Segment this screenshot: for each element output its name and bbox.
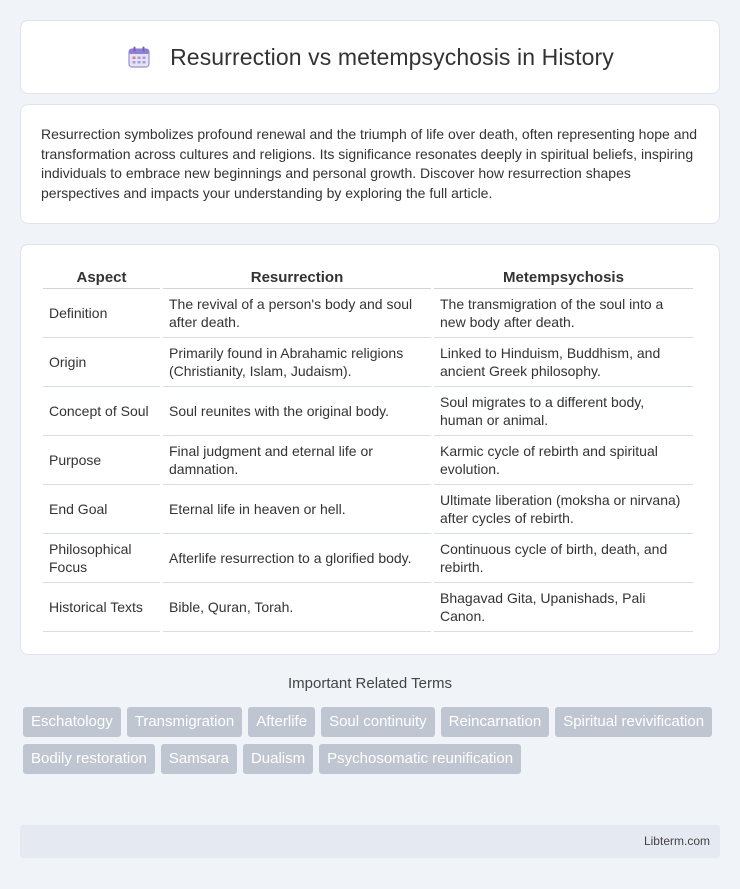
metempsychosis-cell: The transmigration of the soul into a new body after death. (434, 289, 693, 338)
comparison-table-card (20, 244, 720, 655)
resurrection-cell: Final judgment and eternal life or damnation. (163, 436, 431, 485)
aspect-cell: Purpose (43, 436, 160, 485)
table-row (43, 289, 693, 338)
column-header-aspect: Aspect (43, 267, 160, 289)
table-row (43, 583, 693, 632)
intro-text: Resurrection symbolizes profound renewal and the triumph of life over death, often representing hope and transformation across cultures and religions. Its significance resonates deeply in spiritual beliefs, inspiring individuals to embrace new beginnings and personal growth. Discover how resurrection shapes perspectives and impacts your understanding by exploring the full article. (41, 126, 698, 201)
related-term-tag[interactable]: Transmigration (127, 707, 242, 737)
metempsychosis-cell: Bhagavad Gita, Upanishads, Pali Canon. (434, 583, 693, 632)
related-term-tag[interactable]: Spiritual revivification (555, 707, 712, 737)
footer (20, 825, 720, 858)
metempsychosis-cell: Ultimate liberation (moksha or nirvana) after cycles of rebirth. (434, 485, 693, 534)
table-header-row (43, 267, 693, 289)
related-term-tag[interactable]: Reincarnation (441, 707, 550, 737)
column-header-metempsychosis: Metempsychosis (434, 267, 693, 289)
resurrection-cell: The revival of a person's body and soul after death. (163, 289, 431, 338)
aspect-cell: End Goal (43, 485, 160, 534)
aspect-cell: Origin (43, 338, 160, 387)
resurrection-cell: Bible, Quran, Torah. (163, 583, 431, 632)
metempsychosis-cell: Continuous cycle of birth, death, and rebirth. (434, 534, 693, 583)
table-row (43, 338, 693, 387)
related-term-tag[interactable]: Psychosomatic reunification (319, 744, 521, 774)
related-term-tag[interactable]: Bodily restoration (23, 744, 155, 774)
resurrection-cell: Eternal life in heaven or hell. (163, 485, 431, 534)
aspect-cell: Philosophical Focus (43, 534, 160, 583)
aspect-cell: Concept of Soul (43, 387, 160, 436)
related-term-tag[interactable]: Soul continuity (321, 707, 435, 737)
metempsychosis-cell: Soul migrates to a different body, human or animal. (434, 387, 693, 436)
title-wrap (126, 44, 614, 71)
related-terms-title: Important Related Terms (288, 675, 452, 692)
resurrection-cell: Primarily found in Abrahamic religions (Christianity, Islam, Judaism). (163, 338, 431, 387)
related-term-tag[interactable]: Samsara (161, 744, 237, 774)
footer-site-link[interactable]: Libterm.com (643, 834, 710, 848)
table-row (43, 534, 693, 583)
resurrection-cell: Afterlife resurrection to a glorified body. (163, 534, 431, 583)
intro-card (20, 104, 720, 224)
aspect-cell: Historical Texts (43, 583, 160, 632)
page-title: Resurrection vs metempsychosis in History (170, 43, 614, 70)
header-card (20, 20, 720, 94)
table-row (43, 387, 693, 436)
calendar-icon (126, 44, 152, 70)
related-terms-list (23, 707, 713, 774)
comparison-table (40, 267, 696, 632)
resurrection-cell: Soul reunites with the original body. (163, 387, 431, 436)
related-term-tag[interactable]: Dualism (243, 744, 313, 774)
table-row (43, 436, 693, 485)
related-term-tag[interactable]: Eschatology (23, 707, 121, 737)
related-term-tag[interactable]: Afterlife (248, 707, 315, 737)
aspect-cell: Definition (43, 289, 160, 338)
table-row (43, 485, 693, 534)
metempsychosis-cell: Linked to Hinduism, Buddhism, and ancient Greek philosophy. (434, 338, 693, 387)
metempsychosis-cell: Karmic cycle of rebirth and spiritual evolution. (434, 436, 693, 485)
column-header-resurrection: Resurrection (163, 267, 431, 289)
